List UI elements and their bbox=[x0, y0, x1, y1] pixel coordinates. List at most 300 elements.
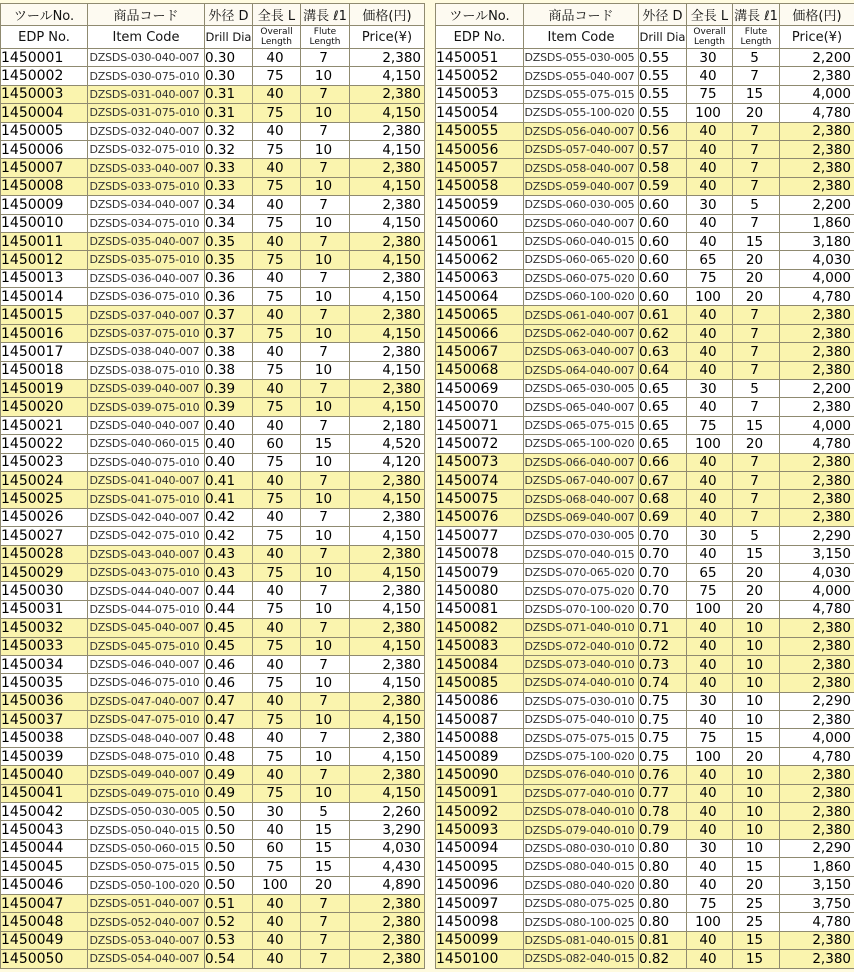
item-code-cell: DZSDS-032-040-007 bbox=[88, 122, 205, 140]
flute-length-cell: 20 bbox=[733, 747, 780, 765]
flute-length-cell: 10 bbox=[733, 839, 780, 857]
table-row bbox=[1, 766, 425, 784]
flute-length-cell: 7 bbox=[733, 159, 780, 177]
table-row bbox=[1, 803, 425, 821]
edp-cell: 1450056 bbox=[436, 140, 524, 158]
drill-dia-cell: 0.77 bbox=[639, 784, 687, 802]
drill-dia-cell: 0.63 bbox=[639, 343, 687, 361]
drill-dia-cell: 0.48 bbox=[205, 747, 253, 765]
drill-dia-cell: 0.55 bbox=[639, 49, 687, 67]
overall-length-cell: 40 bbox=[687, 232, 733, 250]
price-cell: 4,150 bbox=[350, 288, 425, 306]
flute-length-cell: 7 bbox=[301, 894, 350, 912]
drill-dia-cell: 0.41 bbox=[205, 490, 253, 508]
drill-dia-cell: 0.45 bbox=[205, 619, 253, 637]
price-cell: 2,200 bbox=[780, 380, 854, 398]
flute-length-cell: 10 bbox=[301, 637, 350, 655]
flute-length-cell: 10 bbox=[301, 453, 350, 471]
header-row-english bbox=[1, 26, 425, 49]
overall-length-cell: 40 bbox=[253, 159, 301, 177]
overall-length-cell: 65 bbox=[687, 251, 733, 269]
table-row bbox=[1, 619, 425, 637]
flute-length-cell: 7 bbox=[301, 950, 350, 968]
item-code-cell: DZSDS-065-075-015 bbox=[524, 416, 639, 434]
price-cell: 2,380 bbox=[780, 508, 854, 526]
drill-dia-cell: 0.70 bbox=[639, 545, 687, 563]
flute-length-cell: 10 bbox=[301, 527, 350, 545]
edp-cell: 1450045 bbox=[1, 858, 88, 876]
overall-length-cell: 75 bbox=[253, 104, 301, 122]
table-row bbox=[1, 784, 425, 802]
table-row bbox=[1, 159, 425, 177]
item-code-cell: DZSDS-065-100-020 bbox=[524, 435, 639, 453]
flute-length-cell: 10 bbox=[301, 104, 350, 122]
price-cell: 4,150 bbox=[350, 527, 425, 545]
table-row bbox=[436, 490, 854, 508]
drill-dia-cell: 0.30 bbox=[205, 49, 253, 67]
item-code-cell: DZSDS-070-100-020 bbox=[524, 600, 639, 618]
item-code-cell: DZSDS-081-040-015 bbox=[524, 931, 639, 949]
item-code-cell: DZSDS-074-040-010 bbox=[524, 674, 639, 692]
drill-dia-cell: 0.46 bbox=[205, 655, 253, 673]
overall-length-cell: 75 bbox=[253, 711, 301, 729]
item-code-cell: DZSDS-050-030-005 bbox=[88, 803, 205, 821]
overall-length-cell: 60 bbox=[253, 435, 301, 453]
edp-cell: 1450036 bbox=[1, 692, 88, 710]
drill-spec-table-left bbox=[0, 3, 425, 969]
overall-length-cell: 40 bbox=[687, 545, 733, 563]
drill-dia-cell: 0.39 bbox=[205, 398, 253, 416]
price-cell: 2,380 bbox=[780, 655, 854, 673]
edp-cell: 1450020 bbox=[1, 398, 88, 416]
edp-cell: 1450039 bbox=[1, 747, 88, 765]
flute-length-cell: 15 bbox=[733, 232, 780, 250]
table-row bbox=[1, 104, 425, 122]
overall-length-cell: 40 bbox=[253, 49, 301, 67]
table-row bbox=[1, 876, 425, 894]
table-row bbox=[436, 803, 854, 821]
price-cell: 2,380 bbox=[780, 343, 854, 361]
flute-length-cell: 15 bbox=[733, 85, 780, 103]
overall-length-cell: 40 bbox=[253, 894, 301, 912]
table-row bbox=[1, 85, 425, 103]
overall-length-cell: 40 bbox=[253, 619, 301, 637]
flute-length-cell: 10 bbox=[301, 711, 350, 729]
table-row bbox=[1, 214, 425, 232]
table-row bbox=[436, 251, 854, 269]
overall-length-cell: 60 bbox=[253, 839, 301, 857]
price-cell: 4,030 bbox=[780, 563, 854, 581]
overall-length-cell: 75 bbox=[253, 453, 301, 471]
price-cell: 2,380 bbox=[350, 343, 425, 361]
item-code-cell: DZSDS-036-040-007 bbox=[88, 269, 205, 287]
flute-length-cell: 20 bbox=[733, 251, 780, 269]
flute-length-cell: 5 bbox=[733, 196, 780, 214]
price-cell: 2,260 bbox=[350, 803, 425, 821]
edp-cell: 1450009 bbox=[1, 196, 88, 214]
flute-length-cell: 7 bbox=[733, 324, 780, 342]
flute-length-cell: 7 bbox=[301, 122, 350, 140]
overall-length-cell: 30 bbox=[687, 527, 733, 545]
item-code-cell: DZSDS-032-075-010 bbox=[88, 140, 205, 158]
header-price-jp: 価格(円) bbox=[780, 4, 854, 26]
price-cell: 4,150 bbox=[350, 361, 425, 379]
edp-cell: 1450012 bbox=[1, 251, 88, 269]
price-cell: 4,000 bbox=[780, 729, 854, 747]
overall-length-cell: 40 bbox=[253, 931, 301, 949]
edp-cell: 1450040 bbox=[1, 766, 88, 784]
item-code-cell: DZSDS-048-040-007 bbox=[88, 729, 205, 747]
price-cell: 2,380 bbox=[350, 49, 425, 67]
edp-cell: 1450055 bbox=[436, 122, 524, 140]
price-cell: 2,380 bbox=[350, 380, 425, 398]
price-cell: 2,290 bbox=[780, 692, 854, 710]
flute-length-cell: 7 bbox=[301, 508, 350, 526]
table-row bbox=[436, 600, 854, 618]
price-cell: 4,120 bbox=[350, 453, 425, 471]
table-row bbox=[1, 527, 425, 545]
table-row bbox=[436, 747, 854, 765]
item-code-cell: DZSDS-067-040-007 bbox=[524, 471, 639, 489]
item-code-cell: DZSDS-055-030-005 bbox=[524, 49, 639, 67]
price-cell: 3,750 bbox=[780, 894, 854, 912]
flute-length-cell: 15 bbox=[733, 729, 780, 747]
overall-length-cell: 30 bbox=[687, 839, 733, 857]
price-cell: 2,200 bbox=[780, 196, 854, 214]
price-cell: 2,380 bbox=[780, 306, 854, 324]
table-row bbox=[1, 453, 425, 471]
overall-length-cell: 40 bbox=[253, 729, 301, 747]
overall-length-cell: 40 bbox=[253, 269, 301, 287]
overall-length-cell: 75 bbox=[253, 324, 301, 342]
flute-length-cell: 15 bbox=[733, 858, 780, 876]
flute-length-cell: 10 bbox=[733, 637, 780, 655]
price-cell: 2,380 bbox=[780, 67, 854, 85]
drill-dia-cell: 0.49 bbox=[205, 784, 253, 802]
overall-length-cell: 75 bbox=[253, 637, 301, 655]
overall-length-cell: 40 bbox=[687, 508, 733, 526]
overall-length-cell: 40 bbox=[687, 711, 733, 729]
flute-length-cell: 20 bbox=[301, 876, 350, 894]
item-code-cell: DZSDS-080-100-025 bbox=[524, 913, 639, 931]
edp-cell: 1450064 bbox=[436, 288, 524, 306]
table-row bbox=[1, 545, 425, 563]
table-row bbox=[436, 214, 854, 232]
table-row bbox=[1, 692, 425, 710]
table-row bbox=[436, 453, 854, 471]
edp-cell: 1450010 bbox=[1, 214, 88, 232]
item-code-cell: DZSDS-046-040-007 bbox=[88, 655, 205, 673]
price-cell: 2,380 bbox=[350, 85, 425, 103]
item-code-cell: DZSDS-070-065-020 bbox=[524, 563, 639, 581]
drill-dia-cell: 0.32 bbox=[205, 122, 253, 140]
table-row bbox=[1, 67, 425, 85]
item-code-cell: DZSDS-080-040-015 bbox=[524, 858, 639, 876]
item-code-cell: DZSDS-061-040-007 bbox=[524, 306, 639, 324]
price-cell: 2,380 bbox=[780, 361, 854, 379]
item-code-cell: DZSDS-033-075-010 bbox=[88, 177, 205, 195]
header-edp-jp: ツールNo. bbox=[436, 4, 524, 26]
table-row bbox=[436, 563, 854, 581]
overall-length-cell: 40 bbox=[253, 655, 301, 673]
edp-cell: 1450018 bbox=[1, 361, 88, 379]
flute-length-cell: 10 bbox=[301, 361, 350, 379]
flute-length-cell: 10 bbox=[733, 674, 780, 692]
price-cell: 2,380 bbox=[780, 324, 854, 342]
table-row bbox=[1, 563, 425, 581]
overall-length-cell: 75 bbox=[253, 600, 301, 618]
overall-length-cell: 75 bbox=[253, 288, 301, 306]
price-cell: 2,380 bbox=[350, 159, 425, 177]
flute-length-cell: 7 bbox=[301, 416, 350, 434]
drill-dia-cell: 0.35 bbox=[205, 232, 253, 250]
drill-dia-cell: 0.60 bbox=[639, 288, 687, 306]
price-cell: 2,380 bbox=[780, 784, 854, 802]
overall-length-cell: 100 bbox=[687, 747, 733, 765]
drill-dia-cell: 0.65 bbox=[639, 416, 687, 434]
edp-cell: 1450066 bbox=[436, 324, 524, 342]
flute-length-cell: 7 bbox=[733, 67, 780, 85]
table-row bbox=[436, 159, 854, 177]
price-cell: 3,150 bbox=[780, 545, 854, 563]
drill-dia-cell: 0.47 bbox=[205, 692, 253, 710]
header-row-japanese bbox=[436, 4, 854, 26]
price-cell: 4,150 bbox=[350, 637, 425, 655]
table-row bbox=[436, 49, 854, 67]
drill-dia-cell: 0.58 bbox=[639, 159, 687, 177]
flute-length-cell: 25 bbox=[733, 894, 780, 912]
table-row bbox=[436, 67, 854, 85]
overall-length-cell: 75 bbox=[253, 214, 301, 232]
drill-dia-cell: 0.50 bbox=[205, 858, 253, 876]
drill-dia-cell: 0.53 bbox=[205, 931, 253, 949]
price-cell: 2,380 bbox=[780, 637, 854, 655]
table-row bbox=[436, 177, 854, 195]
header-code-jp: 商品コード bbox=[524, 4, 639, 26]
table-row bbox=[436, 435, 854, 453]
flute-length-cell: 20 bbox=[733, 435, 780, 453]
flute-length-cell: 10 bbox=[301, 600, 350, 618]
item-code-cell: DZSDS-060-040-015 bbox=[524, 232, 639, 250]
drill-dia-cell: 0.76 bbox=[639, 766, 687, 784]
price-cell: 4,520 bbox=[350, 435, 425, 453]
drill-dia-cell: 0.80 bbox=[639, 839, 687, 857]
table-row bbox=[436, 858, 854, 876]
price-cell: 4,780 bbox=[780, 435, 854, 453]
price-cell: 2,380 bbox=[350, 196, 425, 214]
flute-length-cell: 7 bbox=[301, 232, 350, 250]
flute-length-cell: 7 bbox=[733, 177, 780, 195]
flute-length-cell: 7 bbox=[301, 269, 350, 287]
item-code-cell: DZSDS-065-040-007 bbox=[524, 398, 639, 416]
table-row bbox=[436, 692, 854, 710]
overall-length-cell: 40 bbox=[687, 821, 733, 839]
overall-length-cell: 75 bbox=[687, 85, 733, 103]
drill-dia-cell: 0.55 bbox=[639, 67, 687, 85]
drill-dia-cell: 0.81 bbox=[639, 931, 687, 949]
price-cell: 2,380 bbox=[350, 619, 425, 637]
header-length-en: Overall Length bbox=[253, 26, 301, 49]
drill-dia-cell: 0.65 bbox=[639, 380, 687, 398]
edp-cell: 1450016 bbox=[1, 324, 88, 342]
flute-length-cell: 10 bbox=[733, 711, 780, 729]
edp-cell: 1450031 bbox=[1, 600, 88, 618]
header-edp-jp: ツールNo. bbox=[1, 4, 88, 26]
overall-length-cell: 40 bbox=[687, 159, 733, 177]
drill-dia-cell: 0.70 bbox=[639, 582, 687, 600]
edp-cell: 1450062 bbox=[436, 251, 524, 269]
overall-length-cell: 40 bbox=[253, 582, 301, 600]
table-row bbox=[1, 894, 425, 912]
flute-length-cell: 7 bbox=[733, 361, 780, 379]
item-code-cell: DZSDS-072-040-010 bbox=[524, 637, 639, 655]
header-edp-en: EDP No. bbox=[1, 26, 88, 49]
item-code-cell: DZSDS-033-040-007 bbox=[88, 159, 205, 177]
price-cell: 2,380 bbox=[350, 582, 425, 600]
price-cell: 4,150 bbox=[350, 674, 425, 692]
price-cell: 2,380 bbox=[350, 471, 425, 489]
item-code-cell: DZSDS-041-040-007 bbox=[88, 471, 205, 489]
edp-cell: 1450086 bbox=[436, 692, 524, 710]
table-row bbox=[1, 251, 425, 269]
table-row bbox=[1, 122, 425, 140]
flute-length-cell: 7 bbox=[733, 122, 780, 140]
price-cell: 4,150 bbox=[350, 600, 425, 618]
price-cell: 2,380 bbox=[780, 398, 854, 416]
price-cell: 2,380 bbox=[780, 619, 854, 637]
price-cell: 4,150 bbox=[350, 67, 425, 85]
edp-cell: 1450068 bbox=[436, 361, 524, 379]
item-code-cell: DZSDS-047-075-010 bbox=[88, 711, 205, 729]
overall-length-cell: 40 bbox=[687, 398, 733, 416]
flute-length-cell: 7 bbox=[301, 343, 350, 361]
item-code-cell: DZSDS-075-030-010 bbox=[524, 692, 639, 710]
item-code-cell: DZSDS-062-040-007 bbox=[524, 324, 639, 342]
header-row-japanese bbox=[1, 4, 425, 26]
drill-dia-cell: 0.75 bbox=[639, 711, 687, 729]
overall-length-cell: 40 bbox=[253, 122, 301, 140]
edp-cell: 1450017 bbox=[1, 343, 88, 361]
header-price-en: Price(¥) bbox=[780, 26, 854, 49]
price-cell: 4,030 bbox=[350, 839, 425, 857]
price-cell: 2,380 bbox=[350, 655, 425, 673]
drill-dia-cell: 0.79 bbox=[639, 821, 687, 839]
flute-length-cell: 10 bbox=[301, 214, 350, 232]
item-code-cell: DZSDS-080-030-010 bbox=[524, 839, 639, 857]
table-row bbox=[1, 196, 425, 214]
overall-length-cell: 40 bbox=[687, 177, 733, 195]
table-row bbox=[1, 232, 425, 250]
flute-length-cell: 10 bbox=[301, 490, 350, 508]
edp-cell: 1450069 bbox=[436, 380, 524, 398]
drill-dia-cell: 0.44 bbox=[205, 582, 253, 600]
edp-cell: 1450007 bbox=[1, 159, 88, 177]
price-cell: 3,290 bbox=[350, 821, 425, 839]
table-row bbox=[436, 361, 854, 379]
overall-length-cell: 30 bbox=[687, 49, 733, 67]
edp-cell: 1450030 bbox=[1, 582, 88, 600]
drill-dia-cell: 0.71 bbox=[639, 619, 687, 637]
edp-cell: 1450092 bbox=[436, 803, 524, 821]
edp-cell: 1450090 bbox=[436, 766, 524, 784]
table-body-right bbox=[436, 49, 854, 969]
edp-cell: 1450061 bbox=[436, 232, 524, 250]
edp-cell: 1450026 bbox=[1, 508, 88, 526]
flute-length-cell: 15 bbox=[733, 416, 780, 434]
drill-dia-cell: 0.40 bbox=[205, 416, 253, 434]
price-cell: 4,150 bbox=[350, 177, 425, 195]
flute-length-cell: 7 bbox=[301, 49, 350, 67]
edp-cell: 1450072 bbox=[436, 435, 524, 453]
item-code-cell: DZSDS-035-075-010 bbox=[88, 251, 205, 269]
overall-length-cell: 40 bbox=[253, 766, 301, 784]
item-code-cell: DZSDS-055-040-007 bbox=[524, 67, 639, 85]
table-row bbox=[1, 177, 425, 195]
flute-length-cell: 10 bbox=[301, 747, 350, 765]
overall-length-cell: 40 bbox=[687, 324, 733, 342]
item-code-cell: DZSDS-034-075-010 bbox=[88, 214, 205, 232]
drill-dia-cell: 0.38 bbox=[205, 361, 253, 379]
edp-cell: 1450025 bbox=[1, 490, 88, 508]
price-cell: 4,000 bbox=[780, 85, 854, 103]
flute-length-cell: 7 bbox=[301, 619, 350, 637]
table-row bbox=[436, 637, 854, 655]
edp-cell: 1450019 bbox=[1, 380, 88, 398]
overall-length-cell: 40 bbox=[687, 343, 733, 361]
item-code-cell: DZSDS-060-040-007 bbox=[524, 214, 639, 232]
drill-dia-cell: 0.37 bbox=[205, 324, 253, 342]
table-row bbox=[1, 655, 425, 673]
price-cell: 2,200 bbox=[780, 49, 854, 67]
table-row bbox=[1, 49, 425, 67]
drill-dia-cell: 0.31 bbox=[205, 85, 253, 103]
flute-length-cell: 20 bbox=[733, 876, 780, 894]
price-cell: 3,180 bbox=[780, 232, 854, 250]
table-row bbox=[1, 398, 425, 416]
drill-dia-cell: 0.73 bbox=[639, 655, 687, 673]
edp-cell: 1450097 bbox=[436, 894, 524, 912]
table-row bbox=[436, 784, 854, 802]
item-code-cell: DZSDS-057-040-007 bbox=[524, 140, 639, 158]
edp-cell: 1450074 bbox=[436, 471, 524, 489]
flute-length-cell: 7 bbox=[301, 582, 350, 600]
overall-length-cell: 65 bbox=[687, 563, 733, 581]
drill-dia-cell: 0.61 bbox=[639, 306, 687, 324]
overall-length-cell: 40 bbox=[687, 122, 733, 140]
item-code-cell: DZSDS-038-040-007 bbox=[88, 343, 205, 361]
drill-dia-cell: 0.49 bbox=[205, 766, 253, 784]
item-code-cell: DZSDS-075-100-020 bbox=[524, 747, 639, 765]
flute-length-cell: 5 bbox=[301, 803, 350, 821]
table-row bbox=[436, 140, 854, 158]
edp-cell: 1450008 bbox=[1, 177, 88, 195]
drill-dia-cell: 0.50 bbox=[205, 876, 253, 894]
edp-cell: 1450042 bbox=[1, 803, 88, 821]
edp-cell: 1450047 bbox=[1, 894, 88, 912]
table-row bbox=[1, 913, 425, 931]
item-code-cell: DZSDS-070-030-005 bbox=[524, 527, 639, 545]
edp-cell: 1450033 bbox=[1, 637, 88, 655]
price-cell: 3,150 bbox=[780, 876, 854, 894]
table-row bbox=[436, 380, 854, 398]
overall-length-cell: 75 bbox=[253, 67, 301, 85]
price-cell: 4,150 bbox=[350, 324, 425, 342]
item-code-cell: DZSDS-044-075-010 bbox=[88, 600, 205, 618]
edp-cell: 1450063 bbox=[436, 269, 524, 287]
drill-dia-cell: 0.72 bbox=[639, 637, 687, 655]
flute-length-cell: 10 bbox=[301, 674, 350, 692]
header-price-en: Price(¥) bbox=[350, 26, 425, 49]
